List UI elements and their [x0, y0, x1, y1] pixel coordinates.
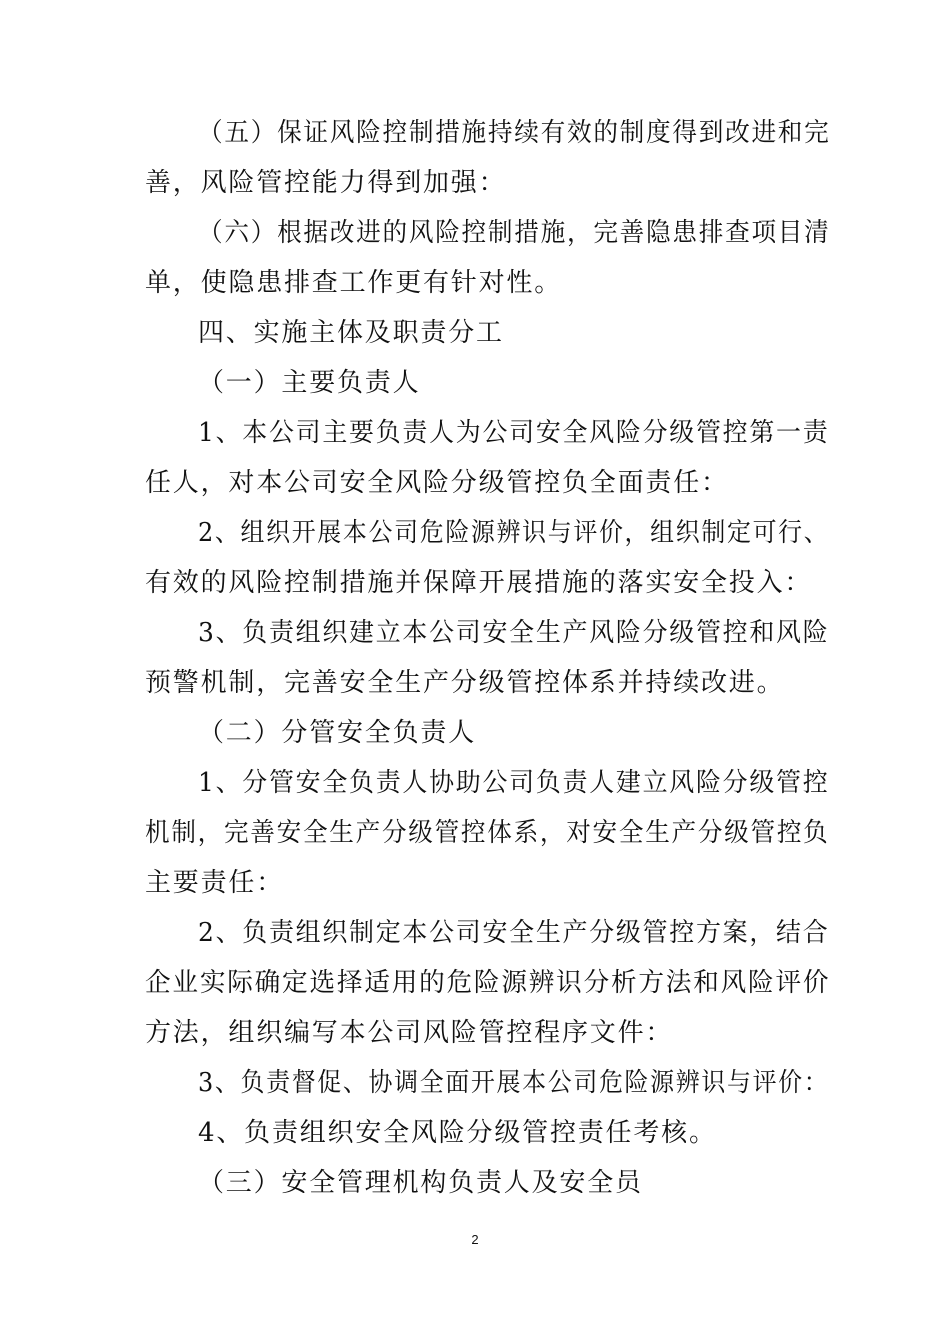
paragraph-line: 2、负责组织制定本公司安全生产分级管控方案，结合 — [198, 918, 830, 948]
subsection-heading: （三）安全管理机构负责人及安全员 — [198, 1168, 643, 1198]
paragraph-line: 方法，组织编写本公司风险管控程序文件： — [145, 1018, 674, 1048]
paragraph-line: 主要责任： — [145, 868, 285, 898]
paragraph-line: 4、负责组织安全风险分级管控责任考核。 — [198, 1118, 717, 1148]
paragraph-line: 预警机制，完善安全生产分级管控体系并持续改进。 — [145, 668, 785, 698]
paragraph-line: 任人，对本公司安全风险分级管控负全面责任： — [145, 468, 729, 498]
paragraph-line: 机制，完善安全生产分级管控体系，对安全生产分级管控负 — [145, 818, 830, 848]
section-heading: 四、实施主体及职责分工 — [198, 318, 504, 348]
paragraph-line: 有效的风险控制措施并保障开展措施的落实安全投入： — [145, 568, 813, 598]
paragraph-line: （五）保证风险控制措施持续有效的制度得到改进和完 — [198, 118, 831, 148]
paragraph-line: 善，风险管控能力得到加强： — [145, 168, 507, 198]
subsection-heading: （二）分管安全负责人 — [198, 718, 477, 748]
page-number: 2 — [471, 1232, 479, 1247]
paragraph-line: 2、组织开展本公司危险源辨识与评价，组织制定可行、 — [198, 518, 830, 548]
paragraph-line: 3、负责组织建立本公司安全生产风险分级管控和风险 — [198, 618, 830, 648]
paragraph-line: 1、分管安全负责人协助公司负责人建立风险分级管控 — [198, 768, 830, 798]
paragraph-line: 1、本公司主要负责人为公司安全风险分级管控第一责 — [198, 418, 830, 448]
paragraph-line: （六）根据改进的风险控制措施，完善隐患排查项目清 — [198, 218, 831, 248]
subsection-heading: （一）主要负责人 — [198, 368, 421, 398]
paragraph-line: 企业实际确定选择适用的危险源辨识分析方法和风险评价 — [145, 968, 831, 998]
paragraph-line: 单，使隐患排查工作更有针对性。 — [145, 268, 563, 298]
paragraph-line: 3、负责督促、协调全面开展本公司危险源辨识与评价： — [198, 1068, 830, 1098]
